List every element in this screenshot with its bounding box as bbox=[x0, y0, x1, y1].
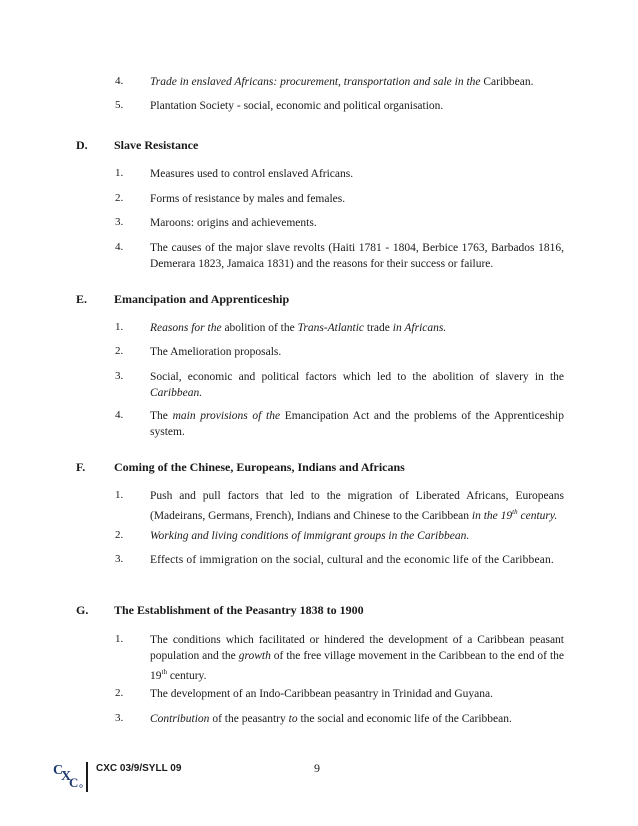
item-text: abolition of the bbox=[221, 322, 298, 334]
item-number: 1. bbox=[115, 633, 124, 645]
section-c-item-4 bbox=[150, 74, 564, 90]
item-number: 5. bbox=[115, 99, 124, 111]
syllabus-code: CXC 03/9/SYLL 09 bbox=[96, 763, 182, 774]
section-letter: D. bbox=[76, 138, 88, 152]
item-italic: to bbox=[288, 713, 298, 725]
section-c-item-5: Plantation Society - social, economic and political organisation. bbox=[150, 100, 444, 112]
footer-divider bbox=[86, 762, 88, 792]
section-g-item-1 bbox=[150, 632, 564, 684]
superscript: th bbox=[161, 668, 167, 676]
item-number: 4. bbox=[115, 75, 124, 87]
item-text: Social, economic and political factors which led to the abolition of slavery in the bbox=[150, 371, 564, 383]
section-letter: G. bbox=[76, 603, 89, 617]
section-e-item-2: The Amelioration proposals. bbox=[150, 346, 282, 358]
item-text: century. bbox=[166, 669, 207, 682]
item-number: 1. bbox=[115, 321, 124, 333]
section-heading: Emancipation and Apprenticeship bbox=[114, 292, 290, 306]
section-e-item-1 bbox=[150, 320, 564, 336]
item-italic: Trans-Atlantic bbox=[297, 322, 365, 334]
svg-text:X: X bbox=[61, 769, 72, 784]
item-number: 4. bbox=[115, 409, 124, 421]
section-g-item-3 bbox=[150, 711, 564, 727]
item-number: 2. bbox=[115, 192, 124, 204]
section-d-item-1: Measures used to control enslaved Africans. bbox=[150, 168, 354, 180]
item-number: 4. bbox=[115, 241, 124, 253]
item-italic: growth bbox=[238, 650, 271, 662]
item-text: The bbox=[150, 410, 173, 422]
item-text: trade bbox=[364, 322, 393, 334]
item-italic: Working and living conditions of immigrant groups in the Caribbean. bbox=[150, 530, 470, 542]
item-number: 2. bbox=[115, 687, 124, 699]
svg-text:C: C bbox=[69, 775, 79, 790]
section-e-item-4 bbox=[150, 408, 564, 440]
item-number: 3. bbox=[115, 712, 124, 724]
item-italic: main provisions of the bbox=[172, 410, 281, 422]
item-italic: Reasons for the bbox=[150, 322, 222, 334]
item-text: Caribbean. bbox=[480, 76, 534, 88]
item-italic: in Africans. bbox=[392, 322, 447, 334]
section-heading: Slave Resistance bbox=[114, 138, 199, 152]
item-text: of the peasantry bbox=[209, 713, 289, 725]
section-letter: F. bbox=[76, 460, 86, 474]
cxc-logo bbox=[52, 760, 84, 790]
section-g-item-2: The development of an Indo-Caribbean peasantry in Trinidad and Guyana. bbox=[150, 688, 493, 700]
section-f-item-3: Effects of immigration on the social, cultural and the economic life of the Caribbean. bbox=[150, 554, 554, 566]
section-e-item-3 bbox=[150, 369, 564, 401]
item-italic-text: in the 19 bbox=[471, 509, 513, 522]
item-number: 3. bbox=[115, 216, 124, 228]
item-text: the social and economic life of the Caribbean. bbox=[297, 713, 512, 725]
page-number: 9 bbox=[314, 761, 320, 775]
item-text: Emancipation Act and the problems of the Apprenticeship system. bbox=[150, 410, 564, 438]
item-text: of the free village movement in the Caribbean to the end of the 19 bbox=[150, 650, 564, 682]
section-d-item-2: Forms of resistance by males and females. bbox=[150, 193, 346, 205]
item-number: 3. bbox=[115, 370, 124, 382]
item-text: The conditions which facilitated or hindered the development of a Caribbean peasant population and the bbox=[150, 634, 564, 662]
section-heading: Coming of the Chinese, Europeans, Indians and Africans bbox=[114, 460, 405, 474]
section-f-item-1 bbox=[150, 488, 564, 524]
item-number: 1. bbox=[115, 489, 124, 501]
item-number: 3. bbox=[115, 553, 124, 565]
superscript: th bbox=[512, 508, 518, 516]
section-heading: The Establishment of the Peasantry 1838 to 1900 bbox=[114, 603, 364, 617]
section-letter: E. bbox=[76, 292, 88, 306]
item-italic: Contribution bbox=[150, 713, 210, 725]
svg-text:C: C bbox=[53, 763, 64, 778]
item-italic: Trade in enslaved Africans: procurement, transportation and sale in the bbox=[150, 76, 481, 88]
item-number: 1. bbox=[115, 167, 124, 179]
item-italic: Caribbean. bbox=[150, 387, 203, 399]
item-number: 2. bbox=[115, 345, 124, 357]
section-d-item-4: The causes of the major slave revolts (Haiti 1781 - 1804, Berbice 1763, Barbados 1816, Demerara 1823, Jamaica 1831) and the reasons for their success or failure. bbox=[150, 242, 564, 270]
item-text: Push and pull factors that led to the migration of Liberated Africans, Europeans (Madeirans, Germans, French), Indians and Chinese to the Caribbean bbox=[150, 490, 564, 522]
item-italic bbox=[472, 510, 557, 522]
section-d-item-3: Maroons: origins and achievements. bbox=[150, 217, 317, 229]
section-f-item-2 bbox=[150, 528, 564, 544]
item-number: 2. bbox=[115, 529, 124, 541]
item-italic-text: century. bbox=[517, 509, 558, 522]
